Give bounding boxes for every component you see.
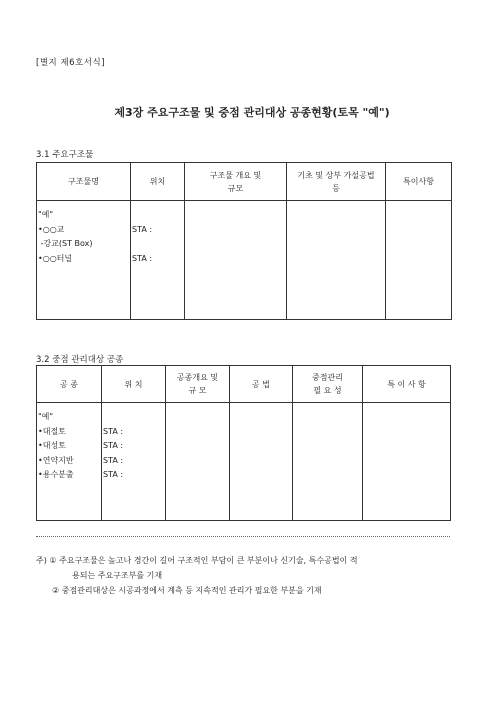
header-work-type: 공 종 xyxy=(37,366,102,403)
work-type-cell: "예" •대절토 •대성토 •연약지반 •용수분출 xyxy=(37,403,102,521)
structure-location-cell: STA : STA : xyxy=(131,201,185,320)
notes-block xyxy=(36,553,358,598)
main-structures-table xyxy=(36,162,452,320)
header-work-method: 공 법 xyxy=(230,366,293,403)
header-structure-overview: 구조물 개요 및 규모 xyxy=(185,163,287,201)
section-heading-main-structures: 3.1 주요구조물 xyxy=(36,150,94,160)
header-remarks: 특이사항 xyxy=(386,163,452,201)
header-management-need: 중점관리 필 요 성 xyxy=(293,366,363,403)
note-line-1: 주) ① 주요구조물은 높고나 경간이 길어 구조적인 부담이 큰 부분이나 신기술, 특수공법이 적 xyxy=(36,556,358,565)
header-work-remarks: 특 이 사 항 xyxy=(363,366,451,403)
header-foundation-method: 기초 및 상부 가설공법 등 xyxy=(287,163,386,201)
form-number-label: [별지 제6호서식] xyxy=(36,58,106,68)
header-work-location: 위 치 xyxy=(102,366,166,403)
work-overview-cell xyxy=(166,403,230,521)
divider-dotted xyxy=(36,536,450,537)
structure-name-cell: "예" •○○교 -강교(ST Box) •○○터널 xyxy=(37,201,131,320)
structure-remarks-cell xyxy=(386,201,452,320)
structure-method-cell xyxy=(287,201,386,320)
header-work-overview: 공종개요 및 규 모 xyxy=(166,366,230,403)
note-line-1-continued: 용되는 주요구조부를 기재 xyxy=(72,571,163,580)
section-heading-key-works: 3.2 중점 관리대상 공종 xyxy=(36,355,124,365)
work-method-cell xyxy=(230,403,293,521)
structure-overview-cell xyxy=(185,201,287,320)
work-remarks-cell xyxy=(363,403,451,521)
management-need-cell xyxy=(293,403,363,521)
note-line-2: ② 중점관리대상은 시공과정에서 계측 등 지속적인 관리가 필요한 부분을 기재 xyxy=(52,586,322,595)
header-location: 위치 xyxy=(131,163,185,201)
key-works-table xyxy=(36,365,451,521)
document-title: 제3장 주요구조물 및 중점 관리대상 공종현황(토목 "예") xyxy=(114,106,390,119)
work-location-cell: STA : STA : STA : STA : xyxy=(102,403,166,521)
header-structure-name: 구조물명 xyxy=(37,163,131,201)
